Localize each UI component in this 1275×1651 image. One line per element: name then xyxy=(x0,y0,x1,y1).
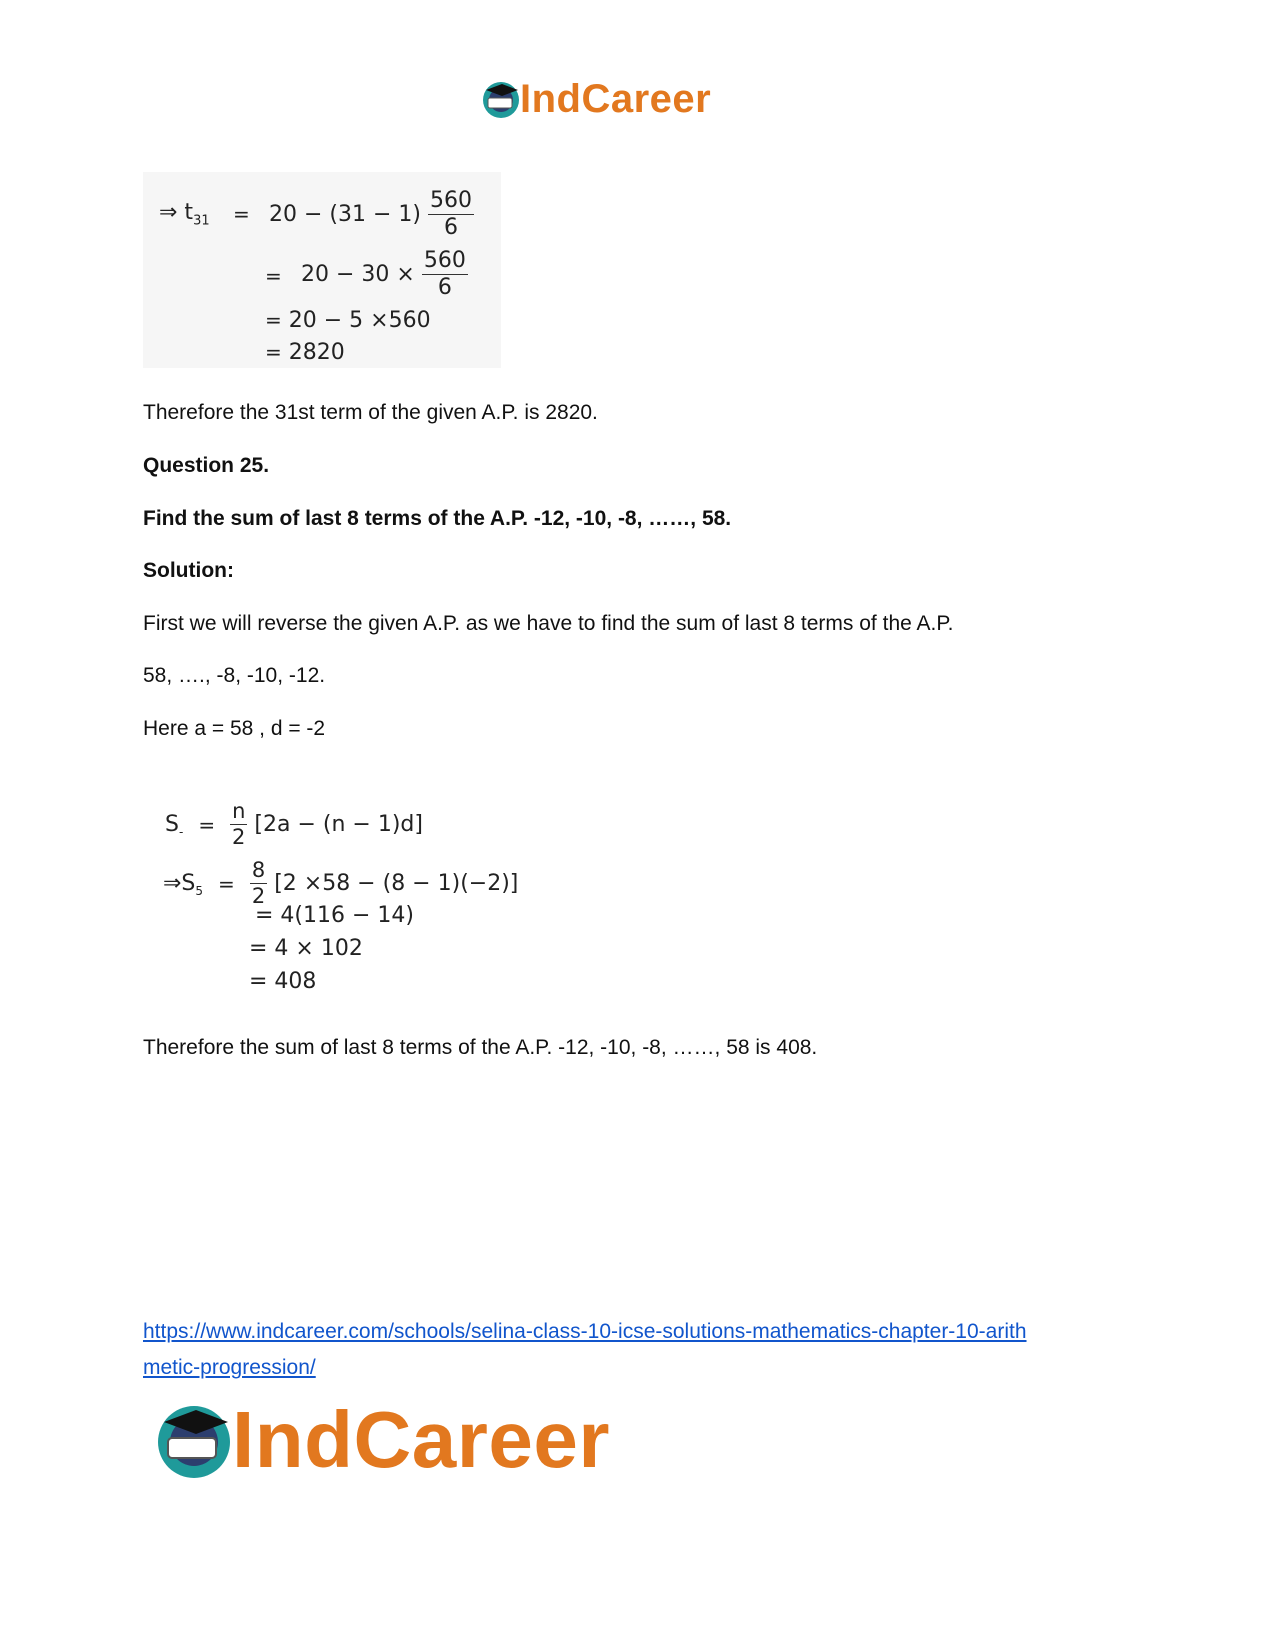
fraction-numerator: 8 xyxy=(251,858,266,882)
source-link-line-2[interactable]: metic-progression/ xyxy=(143,1356,316,1379)
math-line: = 4(116 − 14) xyxy=(255,903,414,928)
math-eq: = xyxy=(265,264,282,288)
question-text: Find the sum of last 8 terms of the A.P. -12, -10, -8, ……, 58. xyxy=(143,507,732,530)
math-eq: = xyxy=(233,202,250,226)
fraction-denominator: 6 xyxy=(437,275,452,300)
math-line: = 408 xyxy=(249,969,317,994)
math-expr: [2 ×58 − (8 − 1)(−2)] xyxy=(274,871,519,896)
reversed-ap: 58, …., -8, -10, -12. xyxy=(143,664,326,687)
math-expr: [2a − (n − 1)d] xyxy=(254,812,423,837)
solution-label: Solution: xyxy=(143,559,234,582)
math-arrow-s: ⇒S xyxy=(163,871,196,896)
fraction-denominator: 6 xyxy=(444,215,458,240)
math-expr: 20 − 5 ×560 xyxy=(288,308,431,333)
footer-logo-text: IndCareer xyxy=(232,1395,610,1484)
question-heading: Question 25. xyxy=(143,454,270,477)
math-expr: 2820 xyxy=(288,340,345,365)
footer-logo xyxy=(152,1395,610,1485)
fraction-numerator: 560 xyxy=(430,188,472,213)
conclusion-sum: Therefore the sum of last 8 terms of the A.P. -12, -10, -8, ……, 58 is 408. xyxy=(143,1036,818,1059)
graduation-cap-book-icon xyxy=(480,78,522,120)
math-expr: 20 − (31 − 1) xyxy=(269,202,421,227)
given-values: Here a = 58 , d = -2 xyxy=(143,717,326,740)
graduation-cap-book-icon xyxy=(152,1398,236,1482)
solution-intro: First we will reverse the given A.P. as we have to find the sum of last 8 terms of the A.P. xyxy=(143,612,954,635)
math-sub: - xyxy=(178,824,184,839)
fraction xyxy=(428,188,474,241)
fraction-denominator: 2 xyxy=(232,825,246,849)
source-link-line-1[interactable]: https://www.indcareer.com/schools/selina-class-10-icse-solutions-mathematics-chapter-10-arith xyxy=(143,1320,1027,1343)
fraction-denominator: 2 xyxy=(251,884,266,908)
fraction-numerator: 560 xyxy=(423,248,466,273)
math-eq: = xyxy=(265,340,282,364)
source-link[interactable] xyxy=(143,1314,1103,1386)
fraction xyxy=(422,248,468,301)
math-eq: = xyxy=(265,308,282,332)
math-sub-31: 31 xyxy=(193,213,210,229)
math-image-t31 xyxy=(143,172,501,368)
header-logo xyxy=(480,76,711,122)
math-expr: 20 − 30 × xyxy=(301,262,415,287)
math-image-sum: $S_-$ = $\frac{n}{2}$ [2a − (n − 1)d] $\Rightarrow S_5$ = $\frac{8}{2}$ [2 ×58 − (8 − 1)(−2)] = 4(116 − 14) = 4 × 102 = 408 xyxy=(163,799,519,994)
math-sub: 5 xyxy=(195,883,204,898)
math-line: = 4 × 102 xyxy=(249,936,363,961)
header-logo-text: IndCareer xyxy=(520,76,712,121)
math-s: S xyxy=(165,812,179,837)
fraction xyxy=(250,858,267,909)
math-arrow-t: ⇒ t xyxy=(159,200,194,225)
conclusion-t31: Therefore the 31st term of the given A.P. is 2820. xyxy=(143,401,598,424)
fraction-numerator: n xyxy=(232,799,246,823)
fraction xyxy=(230,799,247,850)
